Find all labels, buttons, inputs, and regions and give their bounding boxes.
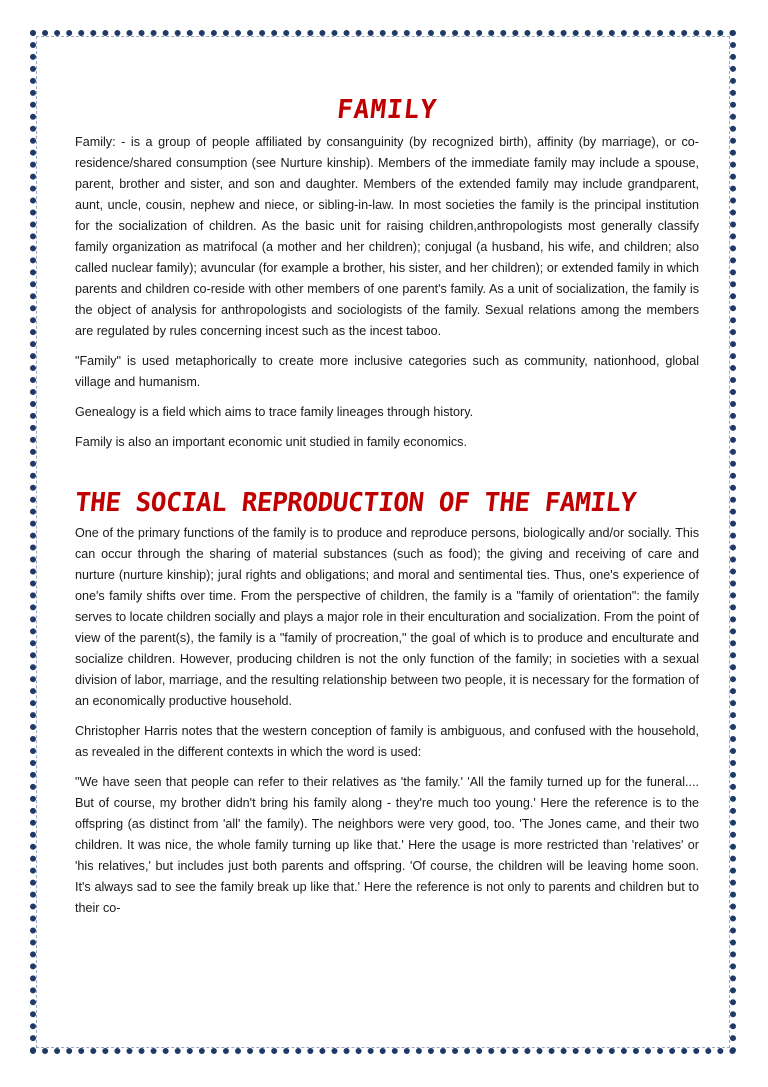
paragraph: Christopher Harris notes that the western conception of family is ambiguous, and confused with the household, as revealed in the different contexts in which the word is used: xyxy=(75,724,699,759)
paragraph: One of the primary functions of the family is to produce and reproduce persons, biologically and/or socially. This can occur through the sharing of material substances (such as food); the giving and receiving of care and nurture (nurture kinship); jural rights and obligations; and moral and sentimental ties. Thus, one's experience of one's family shifts over time. From the perspective of children, the family is a "family of orientation": the family serves to locate children socially and plays a major role in their enculturation and socialization. From the point of view of the parent(s), the family is a "family of procreation," the goal of which is to produce and enculturate and socialize children. However, producing children is not the only function of the family; in societies with a sexual division of labor, marriage, and the resulting relationship between two people, it is necessary for the formation of an economically productive household. xyxy=(75,526,699,708)
paragraph: "We have seen that people can refer to their relatives as 'the family.' 'All the family turned up for the funeral.... But of course, my brother didn't bring his family along - they're much too young.' Here the reference is to the offspring (as distinct from 'all' the family). The neighbors were very good, too. 'The Jones came, and their two children. It was nice, the whole family turning up like that.' Here the usage is more restricted than 'relatives' or 'his relatives,' but includes just both parents and offspring. 'Of course, the children will be leaving home soon. It's always sad to see the family break up like that.' Here the reference is not only to parents and children but to their co- xyxy=(75,775,699,915)
paragraph: Genealogy is a field which aims to trace family lineages through history. xyxy=(75,405,474,419)
paragraph: Family: - is a group of people affiliated by consanguinity (by recognized birth), affinity (by marriage), or co-residence/shared consumption (see Nurture kinship). Members of the immediate family may include a spouse, parent, brother and sister, and son and daughter. Members of the extended family may include grandparent, aunt, uncle, cousin, nephew and niece, or sibling-in-law. In most societies the family is the principal institution for the socialization of children. As the basic unit for raising children,anthropologists most generally classify family organization as matrifocal (a mother and her children); conjugal (a husband, his wife, and children; also called nuclear family); avuncular (for example a brother, his sister, and her children); or extended family in which parents and children co-reside with other members of one parent's family. As a unit of socialization, the family is the object of analysis for anthropologists and sociologists of the family. Sexual relations among the members are regulated by rules concerning incest such as the incest taboo. xyxy=(75,135,699,338)
paragraph: Family is also an important economic unit studied in family economics. xyxy=(75,435,467,449)
section-title-social-reproduction: THE SOCIAL REPRODUCTION OF THE FAMILY xyxy=(73,488,638,518)
document-body xyxy=(75,94,699,928)
paragraph: "Family" is used metaphorically to create more inclusive categories such as community, nationhood, global village and humanism. xyxy=(75,354,699,389)
section-title-family: FAMILY xyxy=(335,95,439,125)
